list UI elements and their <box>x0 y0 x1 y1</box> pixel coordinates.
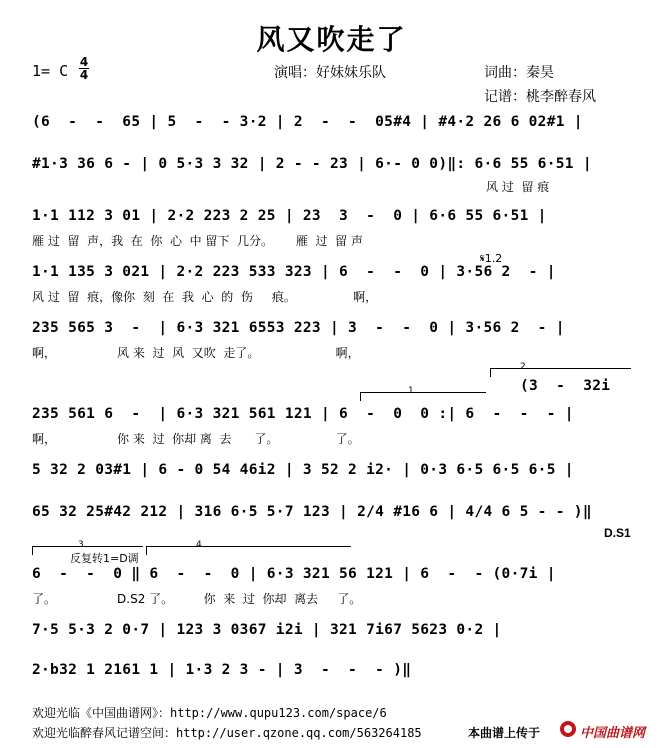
footer-link-qzone[interactable]: 欢迎光临醉春风记谱空间：http://user.qzone.qq.com/563264185 <box>32 726 422 740</box>
score-row-3: 1·1 112 3 01 | 2·2 223 2 25 | 23 3 - 0 | 6·6 55 6·51 | <box>32 208 547 224</box>
volta-bracket-2 <box>490 368 631 377</box>
score-row-9: 6 - - 0 ‖ 6 - - 0 | 6·3 321 56 121 | 6 - - (0·7i | <box>32 566 556 582</box>
singer-credit: 演唱：好妹妹乐队 <box>274 65 386 81</box>
score-row-11: 2·b32 1 2161 1 | 1·3 2 3 - | 3 - - - )‖ <box>32 662 412 678</box>
score-row-5: 235 565 3 - | 6·3 321 6553 223 | 3 - - 0 | 3·56 2 - | <box>32 320 565 336</box>
ds1-mark: D.S1 <box>604 526 631 540</box>
score-row-8: 65 32 25#42 212 | 316 6·5 5·7 123 | 2/4 #16 6 | 4/4 6 5 - - )‖ <box>32 504 592 520</box>
lyrics-row-4: 风 过 留 痕，像你 刻 在 我 心 的 伤 痕。 啊， <box>32 290 378 304</box>
score-row-4: 1·1 135 3 021 | 2·2 223 533 323 | 6 - - 0 | 3·56 2 - | <box>32 264 556 280</box>
volta-number-1: 1 <box>408 386 414 396</box>
song-title: 风又吹走了 <box>256 23 407 56</box>
time-signature <box>78 56 90 81</box>
lyrics-row-9: 了。 D.S2 了。 你 来 过 你却 离去 了。 <box>32 592 362 606</box>
lyrics-row-2: 风 过 留 痕 <box>486 180 550 194</box>
segno-mark: 𝄋1.2 <box>480 252 503 265</box>
score-row-10: 7·5 5·3 2 0·7 | 123 3 0367 i2i | 321 7i67 5623 0·2 | <box>32 622 502 638</box>
footer-link-qupu[interactable]: 欢迎光临《中国曲谱网》：http://www.qupu123.com/space/6 <box>32 706 387 720</box>
volta-bracket-1 <box>360 392 486 401</box>
lyrics-row-5: 啊， 风 来 过 风 又吹 走了。 啊， <box>32 346 360 360</box>
volta-2-notes: (3 - 32i <box>520 378 611 394</box>
score-row-6: 235 561 6 - | 6·3 321 561 121 | 6 - 0 0 :| 6 - - - | <box>32 406 574 422</box>
transcriber-credit: 记谱：桃李醉春风 <box>484 89 596 105</box>
volta-number-3: 3 <box>78 540 84 550</box>
score-row-7: 5 32 2 03#1 | 6 - 0 54 46i2 | 3 52 2 i2· | 0·3 6·5 6·5 6·5 | <box>32 462 574 478</box>
score-row-1: (6 - - 65 | 5 - - 3·2 | 2 - - 05#4 | #4·2 26 6 02#1 | <box>32 114 583 130</box>
upload-credit: 本曲谱上传于 <box>468 726 541 740</box>
score-row-2: #1·3 36 6 - | 0 5·3 3 32 | 2 - - 23 | 6·- 0 0)‖: 6·6 55 6·51 | <box>32 156 592 172</box>
time-signature-bottom: 4 <box>79 68 89 82</box>
volta-bracket-4 <box>146 546 351 555</box>
key-signature: 1= C <box>32 62 69 80</box>
lyrics-row-6: 啊， 你 来 过 你却 离 去 了。 了。 <box>32 432 360 446</box>
composer-credit: 词曲：秦昊 <box>484 65 554 81</box>
volta-number-4: 4 <box>196 540 202 550</box>
lyrics-row-3: 雁 过 留 声，我 在 你 心 中 留下 几分。 雁 过 留 声 <box>32 234 363 248</box>
modulation-note: 反复转1=D调 <box>70 552 139 565</box>
volta-number-2: 2 <box>520 362 526 372</box>
time-signature-top: 4 <box>79 55 89 69</box>
site-logo-text[interactable]: 中国曲谱网 <box>580 726 646 741</box>
